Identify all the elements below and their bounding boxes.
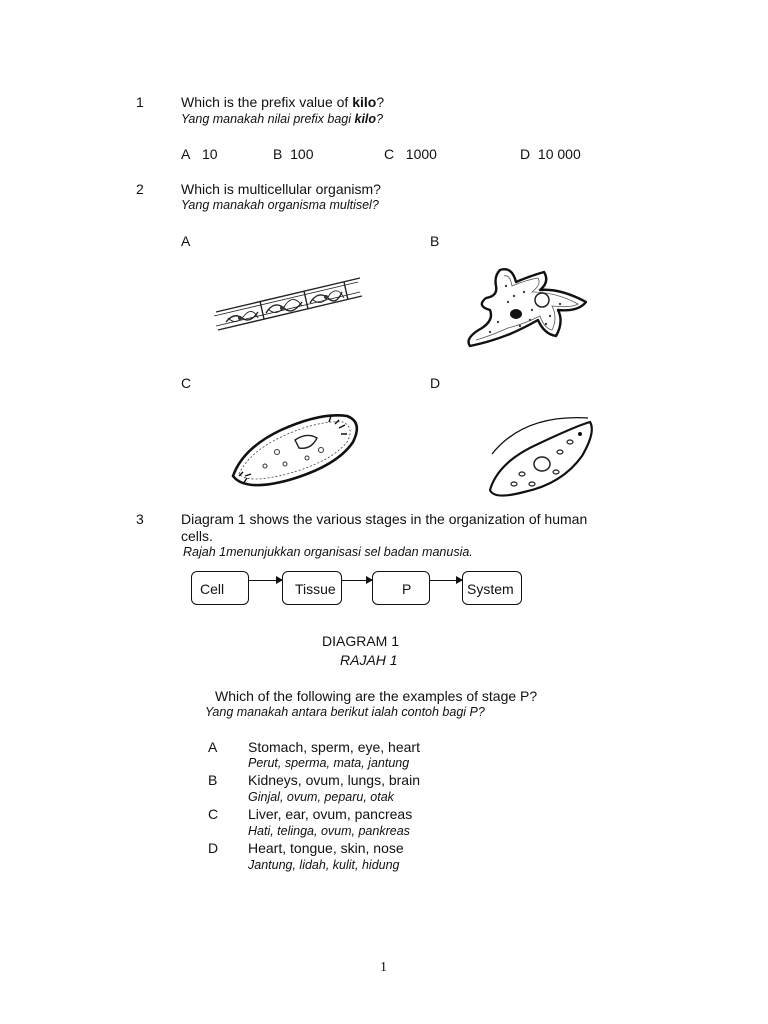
flow-arrow <box>430 580 462 581</box>
diagram-label: DIAGRAM 1 <box>322 633 400 649</box>
option-letter: D <box>208 840 219 856</box>
option-letter: A <box>208 739 218 755</box>
flow-arrow <box>249 580 282 581</box>
option-text-ms: Perut, sperma, mata, jantung <box>248 756 410 770</box>
question-number: 1 <box>136 94 144 110</box>
euglena-icon <box>484 404 604 500</box>
question-text-line1: Diagram 1 shows the various stages in the organization of human <box>181 511 588 527</box>
option-value: 10 000 <box>537 146 581 162</box>
option-letter: B <box>273 146 283 162</box>
option-text: Kidneys, ovum, lungs, brain <box>248 772 420 788</box>
question-text-ms <box>181 112 383 126</box>
option-value: 10 <box>202 146 218 162</box>
page-number: 1 <box>380 960 387 975</box>
question-text-ms: Rajah 1menunjukkan organisasi sel badan manusia. <box>183 545 473 559</box>
option-b-label[interactable]: B <box>430 233 440 249</box>
option-text: Stomach, sperm, eye, heart <box>248 739 420 755</box>
option-value: 100 <box>290 146 314 162</box>
question-number: 3 <box>136 511 144 527</box>
option-d-label[interactable]: D <box>430 375 441 391</box>
amoeba-icon <box>460 262 600 352</box>
option-text-ms: Hati, telinga, ovum, pankreas <box>248 824 410 838</box>
option-c-label[interactable]: C <box>181 375 192 391</box>
option-text-ms: Ginjal, ovum, peparu, otak <box>248 790 394 804</box>
flow-box-cell: Cell <box>191 571 249 605</box>
question-text-part: ? <box>376 112 383 126</box>
question-text <box>181 94 384 110</box>
option-c[interactable] <box>384 146 437 162</box>
option-text: Liver, ear, ovum, pancreas <box>248 806 413 822</box>
option-value: 1000 <box>405 146 437 162</box>
flow-box-tissue: Tissue <box>282 571 342 605</box>
option-letter: A <box>181 146 191 162</box>
flow-box-p: P <box>372 571 430 605</box>
sub-question-text: Which of the following are the examples of stage P? <box>215 688 538 704</box>
flow-box-system: System <box>462 571 522 605</box>
question-text-bold: kilo <box>352 94 377 110</box>
option-b[interactable] <box>273 146 313 162</box>
option-letter: C <box>208 806 219 822</box>
option-letter: C <box>384 146 395 162</box>
question-text-ms: Yang manakah organisma multisel? <box>181 198 379 212</box>
option-text-ms: Jantung, lidah, kulit, hidung <box>248 858 400 872</box>
filament-algae-icon <box>212 272 364 342</box>
sub-question-text-ms: Yang manakah antara berikut ialah contoh bagi P? <box>205 705 485 719</box>
option-text: Heart, tongue, skin, nose <box>248 840 404 856</box>
option-a[interactable] <box>181 146 218 162</box>
question-number: 2 <box>136 181 144 197</box>
option-d[interactable] <box>520 146 581 162</box>
diagram-label-ms: RAJAH 1 <box>340 652 398 668</box>
option-a-label[interactable]: A <box>181 233 191 249</box>
question-text-part: Which is the prefix value of <box>181 94 353 110</box>
question-text-bold: kilo <box>354 112 377 126</box>
question-text-line2: cells. <box>181 528 213 544</box>
option-letter: B <box>208 772 218 788</box>
question-text-part: ? <box>376 94 385 110</box>
question-text: Which is multicellular organism? <box>181 181 381 197</box>
question-text-part: Yang manakah nilai prefix bagi <box>181 112 355 126</box>
option-letter: D <box>520 146 531 162</box>
paramecium-icon <box>225 408 365 494</box>
flow-arrow <box>342 580 372 581</box>
